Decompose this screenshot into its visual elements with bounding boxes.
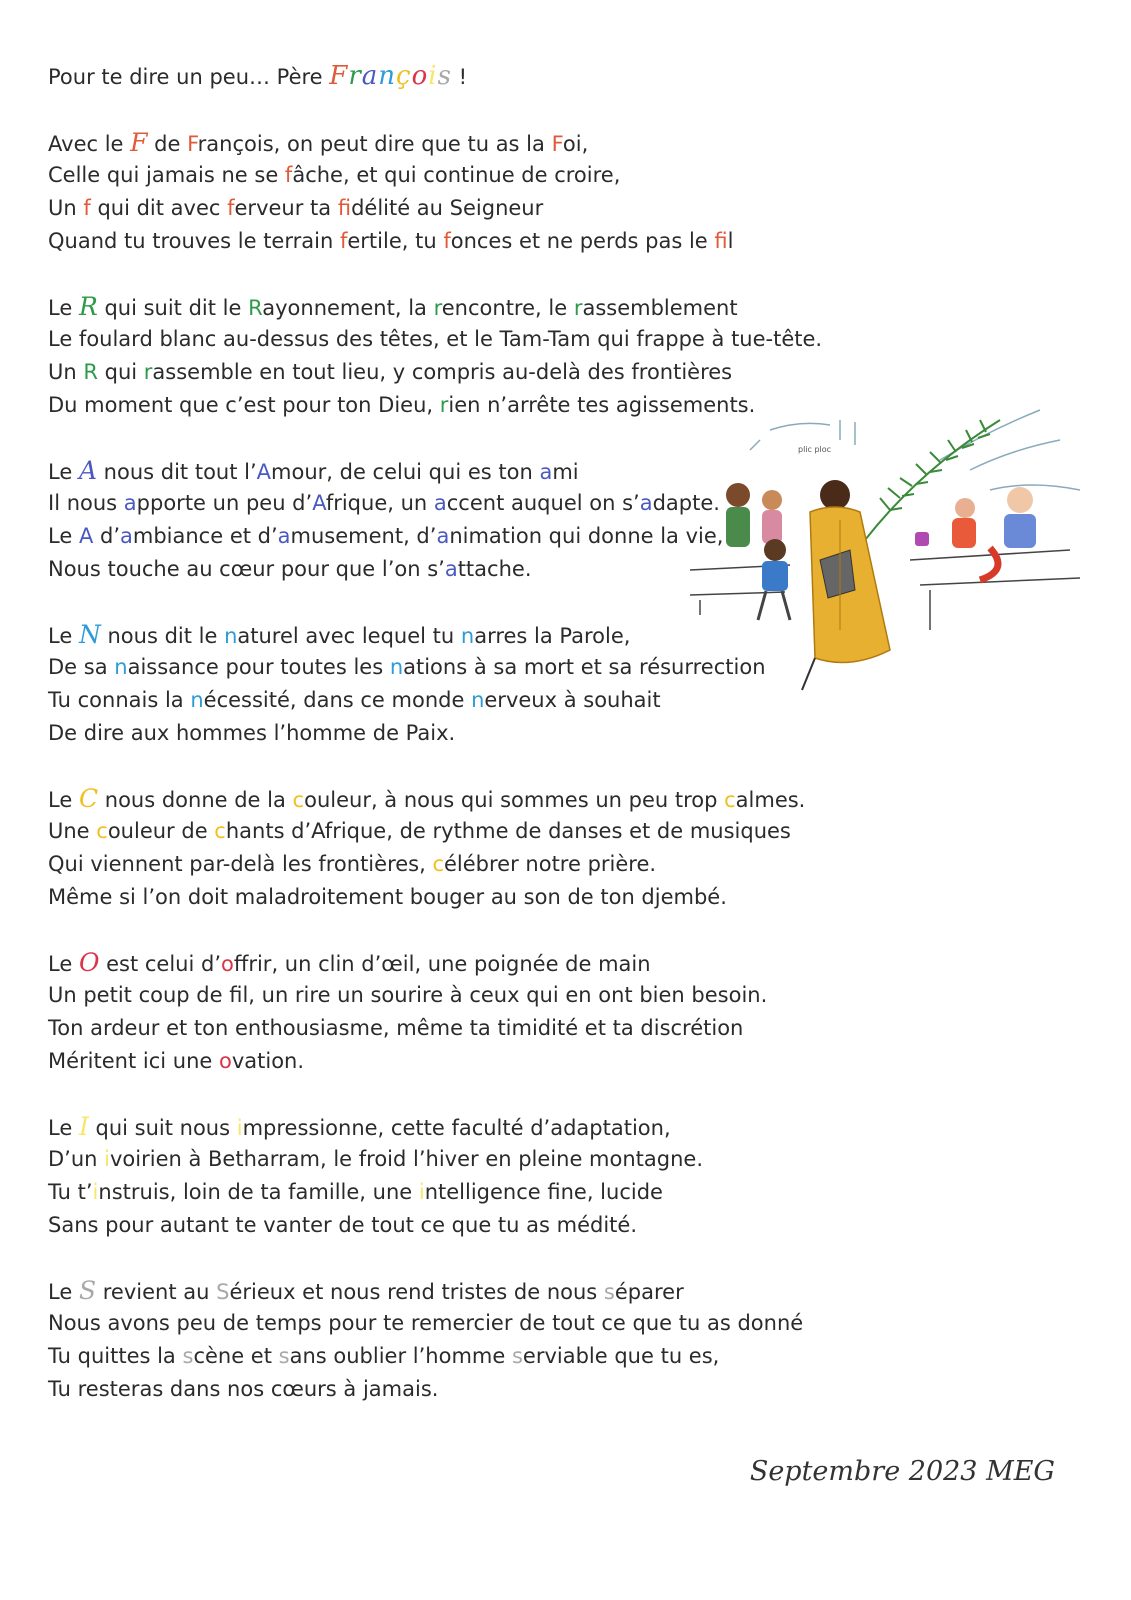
highlight-letter: f	[227, 196, 235, 220]
text-segment: Le foulard blanc au-dessus des têtes, et le Tam-Tam qui frappe à tue-tête.	[48, 327, 823, 351]
text-segment: aissance pour toutes les	[127, 655, 390, 679]
poem-line	[48, 782, 868, 815]
text-segment: frique, un	[325, 491, 434, 515]
highlight-letter: c	[724, 788, 736, 812]
text-segment: nous dit tout l’	[97, 460, 257, 484]
text-segment: nstruis, loin de ta famille, une	[98, 1180, 419, 1204]
text-segment: Le	[48, 1116, 79, 1140]
highlight-letter: i	[428, 61, 438, 91]
highlight-letter: a	[444, 557, 458, 581]
highlight-letter: c	[432, 852, 444, 876]
poem-line	[48, 815, 868, 848]
highlight-letter: n	[378, 61, 397, 91]
poem-line	[48, 946, 868, 979]
text-segment: Sans pour autant te vanter de tout ce que tu as médité.	[48, 1213, 637, 1237]
text-segment: Une	[48, 819, 97, 843]
poem-line	[48, 1045, 868, 1078]
text-segment: D’un	[48, 1147, 105, 1171]
text-segment: érieux et nous rend tristes de nous	[229, 1280, 604, 1304]
poem-line	[48, 356, 868, 389]
highlight-letter: r	[348, 61, 362, 91]
highlight-letter: A	[256, 460, 272, 484]
text-segment: ertile, tu	[347, 229, 444, 253]
poem-line	[48, 126, 868, 159]
text-segment: Un petit coup de fil, un rire un sourire à ceux qui en ont bien besoin.	[48, 983, 768, 1007]
text-segment: Un	[48, 196, 84, 220]
highlight-letter: ç	[396, 61, 412, 91]
text-segment: Tu t’	[48, 1180, 93, 1204]
text-segment: ffrir, un clin d’œil, une poignée de main	[233, 952, 651, 976]
highlight-letter: f	[714, 229, 728, 253]
poem-line	[48, 1340, 868, 1373]
text-segment: !	[451, 65, 468, 89]
highlight-letter: c	[96, 819, 108, 843]
text-segment: Celle qui jamais ne se	[48, 163, 285, 187]
initial-letter: O	[78, 948, 100, 977]
poem-line	[48, 192, 868, 225]
highlight-letter: i	[104, 1147, 110, 1171]
text-segment: musement, d’	[290, 524, 437, 548]
poem-line	[48, 159, 868, 192]
stanza	[48, 782, 868, 914]
text-segment: ouleur, à nous qui sommes un peu trop	[304, 788, 725, 812]
highlight-letter: n	[224, 624, 238, 648]
text-segment: erviable que tu es,	[522, 1344, 720, 1368]
highlight-letter: F	[187, 132, 198, 156]
text-segment: Le	[48, 460, 79, 484]
highlight-letter: o	[221, 952, 234, 976]
highlight-letter: a	[639, 491, 653, 515]
highlight-letter: r	[573, 296, 583, 320]
text-segment: Le	[48, 296, 79, 320]
stanza	[48, 946, 868, 1078]
text-segment: assemble en tout lieu, y compris au-delà des frontières	[152, 360, 733, 384]
highlight-letter: a	[123, 491, 137, 515]
priest-figure	[802, 480, 890, 690]
text-segment: Tu resteras dans nos cœurs à jamais.	[48, 1377, 439, 1401]
text-segment: Il nous	[48, 491, 124, 515]
highlight-letter: f	[443, 229, 451, 253]
text-segment: Du moment que c’est pour ton Dieu,	[48, 393, 440, 417]
initial-letter: C	[78, 784, 99, 813]
initial-letter: N	[78, 620, 101, 649]
highlight-letter: R	[83, 360, 98, 384]
text-segment: ccent auquel on s’	[446, 491, 640, 515]
text-segment: nous dit le	[100, 624, 225, 648]
pews	[690, 550, 1080, 630]
highlight-letter: a	[539, 460, 553, 484]
poem-line	[48, 323, 868, 356]
highlight-letter: n	[460, 624, 475, 648]
text-segment: qui suit nous	[88, 1116, 237, 1140]
text-segment: éparer	[614, 1280, 684, 1304]
palm-branch	[865, 420, 1000, 540]
text-segment: idélité au Seigneur	[351, 196, 544, 220]
stanzas	[48, 126, 868, 1406]
highlight-letter: A	[312, 491, 326, 515]
text-segment: qui	[97, 360, 144, 384]
text-segment: élébrer notre prière.	[444, 852, 657, 876]
poem-line	[48, 881, 868, 914]
text-segment: erveur ta	[234, 196, 338, 220]
text-segment: almes.	[735, 788, 806, 812]
highlight-letter: a	[433, 491, 447, 515]
text-segment: encontre, le	[441, 296, 574, 320]
text-segment: de	[147, 132, 188, 156]
text-segment: ntelligence fine, lucide	[424, 1180, 663, 1204]
highlight-letter: s	[511, 1344, 523, 1368]
highlight-letter: s	[603, 1280, 615, 1304]
initial-letter: A	[78, 456, 97, 485]
text-segment: ouleur de	[107, 819, 215, 843]
initial-letter: I	[78, 1112, 89, 1141]
text-segment: dapte.	[652, 491, 720, 515]
highlight-letter: i	[236, 1116, 243, 1140]
highlight-letter: c	[214, 819, 226, 843]
text-segment: cène et	[193, 1344, 279, 1368]
text-segment: revient au	[96, 1280, 217, 1304]
text-segment: Tu quittes la	[48, 1344, 183, 1368]
initial-letter: S	[78, 1276, 97, 1305]
text-segment: De dire aux hommes l’homme de Paix.	[48, 721, 456, 745]
highlight-letter: r	[439, 393, 449, 417]
poem-line	[48, 979, 868, 1012]
highlight-letter: o	[218, 1049, 232, 1073]
highlight-letter: f	[339, 229, 348, 253]
text-segment: aturel avec lequel tu	[237, 624, 461, 648]
poem	[48, 58, 868, 1406]
text-segment: ans oublier l’homme	[289, 1344, 512, 1368]
text-segment: arres la Parole,	[474, 624, 631, 648]
poem-line	[48, 1373, 868, 1406]
text-segment: Avec le	[48, 132, 131, 156]
text-segment: ayonnement, la	[262, 296, 434, 320]
text-segment: Même si l’on doit maladroitement bouger au son de ton djembé.	[48, 885, 727, 909]
text-segment: nimation qui donne la vie,	[449, 524, 724, 548]
text-segment: Méritent ici une	[48, 1049, 219, 1073]
highlight-letter: a	[361, 61, 379, 91]
text-segment: Nous avons peu de temps pour te remercier de tout ce que tu as donné	[48, 1311, 804, 1335]
text-segment: nous donne de la	[98, 788, 293, 812]
highlight-letter: R	[248, 296, 263, 320]
text-segment: De sa	[48, 655, 115, 679]
text-segment: oi,	[562, 132, 589, 156]
poem-line	[48, 1012, 868, 1045]
text-segment: Ton ardeur et ton enthousiasme, même ta timidité et ta discrétion	[48, 1016, 744, 1040]
highlight-letter: i	[92, 1180, 99, 1204]
highlight-letter: n	[389, 655, 404, 679]
text-segment: rançois, on peut dire que tu as la	[197, 132, 552, 156]
sound-text: plic ploc	[798, 445, 832, 454]
highlight-letter: i	[418, 1180, 425, 1204]
initial-letter: F	[130, 128, 148, 157]
text-segment: mbiance et d’	[132, 524, 278, 548]
text-segment: d’	[93, 524, 120, 548]
highlight-letter: s	[437, 61, 452, 91]
highlight-letter: n	[114, 655, 128, 679]
text-segment: Tu connais la	[48, 688, 191, 712]
text-segment: est celui d’	[99, 952, 222, 976]
text-segment: âche, et qui continue de croire,	[292, 163, 621, 187]
poem-line	[48, 1143, 868, 1176]
text-segment: écessité, dans ce monde	[203, 688, 472, 712]
highlight-letter: r	[433, 296, 442, 320]
highlight-letter: n	[190, 688, 204, 712]
poem-line	[48, 1176, 868, 1209]
text-segment: voirien à Betharram, le froid l’hiver en pleine montagne.	[109, 1147, 703, 1171]
poem-line	[48, 848, 868, 881]
text-segment: Qui viennent par-delà les frontières,	[48, 852, 433, 876]
text-segment: assemblement	[582, 296, 738, 320]
highlight-letter: s	[182, 1344, 194, 1368]
text-segment: Nous touche au cœur pour que l’on s’	[48, 557, 445, 581]
poem-line	[48, 1307, 868, 1340]
highlight-letter: f	[83, 196, 91, 220]
poem-line	[48, 225, 868, 258]
highlight-letter: a	[436, 524, 450, 548]
text-segment: onces et ne perds pas le	[450, 229, 715, 253]
highlight-letter: a	[120, 524, 133, 548]
highlight-letter: c	[292, 788, 305, 812]
text-segment: il	[727, 229, 734, 253]
highlight-letter: F	[551, 132, 563, 156]
highlight-letter: s	[278, 1344, 290, 1368]
highlight-letter: A	[78, 524, 94, 548]
poem-line	[48, 717, 868, 750]
text-segment: Le	[48, 524, 79, 548]
text-segment: mi	[552, 460, 579, 484]
illustration-blessing-scene	[690, 400, 1090, 700]
text-segment: ien n’arrête tes agissements.	[448, 393, 756, 417]
poem-line	[48, 1274, 868, 1307]
text-segment: Un	[48, 360, 84, 384]
text-segment: Pour te dire un peu… Père	[48, 65, 330, 89]
highlight-letter: r	[143, 360, 153, 384]
highlight-letter: F	[329, 61, 349, 91]
highlight-letter: f	[337, 196, 352, 220]
poem-line	[48, 290, 868, 323]
highlight-letter: o	[411, 61, 429, 91]
text-segment: Quand tu trouves le terrain	[48, 229, 340, 253]
text-segment: qui dit avec	[90, 196, 228, 220]
crowd-left	[726, 483, 790, 620]
highlight-letter: S	[216, 1280, 230, 1304]
text-segment: pporte un peu d’	[136, 491, 313, 515]
stanza	[48, 1110, 868, 1242]
text-segment: Le	[48, 788, 79, 812]
signature: Septembre 2023 MEG	[749, 1456, 1055, 1487]
poem-line	[48, 1209, 868, 1242]
text-segment: vation.	[231, 1049, 305, 1073]
text-segment: qui suit dit le	[97, 296, 249, 320]
text-segment: ations à sa mort et sa résurrection	[403, 655, 766, 679]
text-segment: ttache.	[457, 557, 532, 581]
text-segment: erveux à souhait	[484, 688, 661, 712]
text-segment: Le	[48, 952, 79, 976]
highlight-letter: n	[471, 688, 485, 712]
highlight-letter: f	[284, 163, 293, 187]
text-segment: Le	[48, 1280, 79, 1304]
poem-title	[48, 58, 868, 94]
poem-line	[48, 1110, 868, 1143]
text-segment: hants d’Afrique, de rythme de danses et de musiques	[225, 819, 791, 843]
initial-letter: R	[78, 292, 98, 321]
text-segment: mour, de celui qui es ton	[271, 460, 540, 484]
text-segment: Le	[48, 624, 79, 648]
highlight-letter: a	[277, 524, 291, 548]
stanza	[48, 1274, 868, 1406]
stanza	[48, 126, 868, 258]
crowd-right	[915, 487, 1036, 580]
text-segment: mpressionne, cette faculté d’adaptation,	[242, 1116, 671, 1140]
